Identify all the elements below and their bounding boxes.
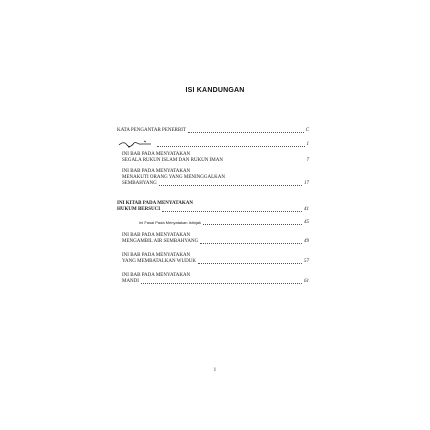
toc-entry-title: INI BAB PADA MENYATAKAN <box>122 273 191 278</box>
toc-entry-rukun-islam[interactable] <box>117 152 309 164</box>
arabic-calligraphy-icon <box>117 139 155 148</box>
toc-entry-title: INI KITAB PADA MENYATAKAN <box>117 201 193 206</box>
toc-entry-title: INI BAB PADA MENYATAKAN <box>122 169 191 174</box>
toc-entry-page: 41 <box>304 207 309 212</box>
dot-leader <box>159 185 302 186</box>
toc-entry-title: KATA PENGANTAR PENERBIT <box>117 128 186 133</box>
dot-leader <box>203 224 302 225</box>
toc-entry-membatalkan-wuduk[interactable] <box>117 253 309 265</box>
toc-entry-title: INI BAB PADA MENYATAKAN <box>122 233 191 238</box>
toc-entry-mandi[interactable] <box>117 273 309 285</box>
dot-leader <box>198 263 302 264</box>
dot-leader <box>157 146 305 147</box>
dot-leader <box>141 283 302 284</box>
toc-entry-title: MENAKUTI ORANG YANG MENINGGALKAN <box>122 175 226 180</box>
toc-entry-page: 61 <box>304 279 309 284</box>
toc-entry-title: Ini Fasal Pada Menyatakan Istinjak <box>139 220 202 225</box>
toc-entry-title: MANDI <box>122 279 139 284</box>
toc-entry-title: MENGAMBIL AIR SEMBAHYANG <box>122 239 199 244</box>
toc-entry-kata-pengantar[interactable] <box>117 128 309 134</box>
toc-entry-page: 49 <box>304 239 309 244</box>
toc-entry-page: 57 <box>304 259 309 264</box>
toc-entry-page: 7 <box>306 158 309 163</box>
toc-entry-page: 1 <box>306 141 309 147</box>
table-of-contents <box>117 128 309 285</box>
toc-entry-air-sembahyang[interactable] <box>117 233 309 245</box>
toc-entry-title: INI BAB PADA MENYATAKAN <box>122 152 191 157</box>
toc-entry-meninggalkan-sembahyang[interactable] <box>117 169 309 187</box>
toc-entry-title: HUKUM BERSUCI <box>117 207 161 212</box>
toc-entry-title: YANG MEMBATALKAN WUDUK <box>122 259 196 264</box>
toc-entry-page: C <box>305 128 309 133</box>
dot-leader <box>162 211 302 212</box>
toc-entry-page: 17 <box>304 181 309 186</box>
toc-entry-title: SEMBAHYANG <box>122 181 157 186</box>
toc-entry-hukum-bersuci[interactable] <box>117 201 309 213</box>
toc-entry-page: 45 <box>304 220 309 225</box>
page-title: ISI KANDUNGAN <box>185 87 245 94</box>
page-number: i <box>214 367 216 373</box>
toc-entry-title: SEGALA RUKUN ISLAM DAN RUKUN IMAN <box>122 158 223 163</box>
toc-entry-title: INI BAB PADA MENYATAKAN <box>122 253 191 258</box>
toc-entry-arabic-heading[interactable] <box>117 138 309 148</box>
dot-leader <box>188 132 304 133</box>
dot-leader <box>200 243 302 244</box>
toc-entry-istinjak[interactable] <box>117 220 309 226</box>
